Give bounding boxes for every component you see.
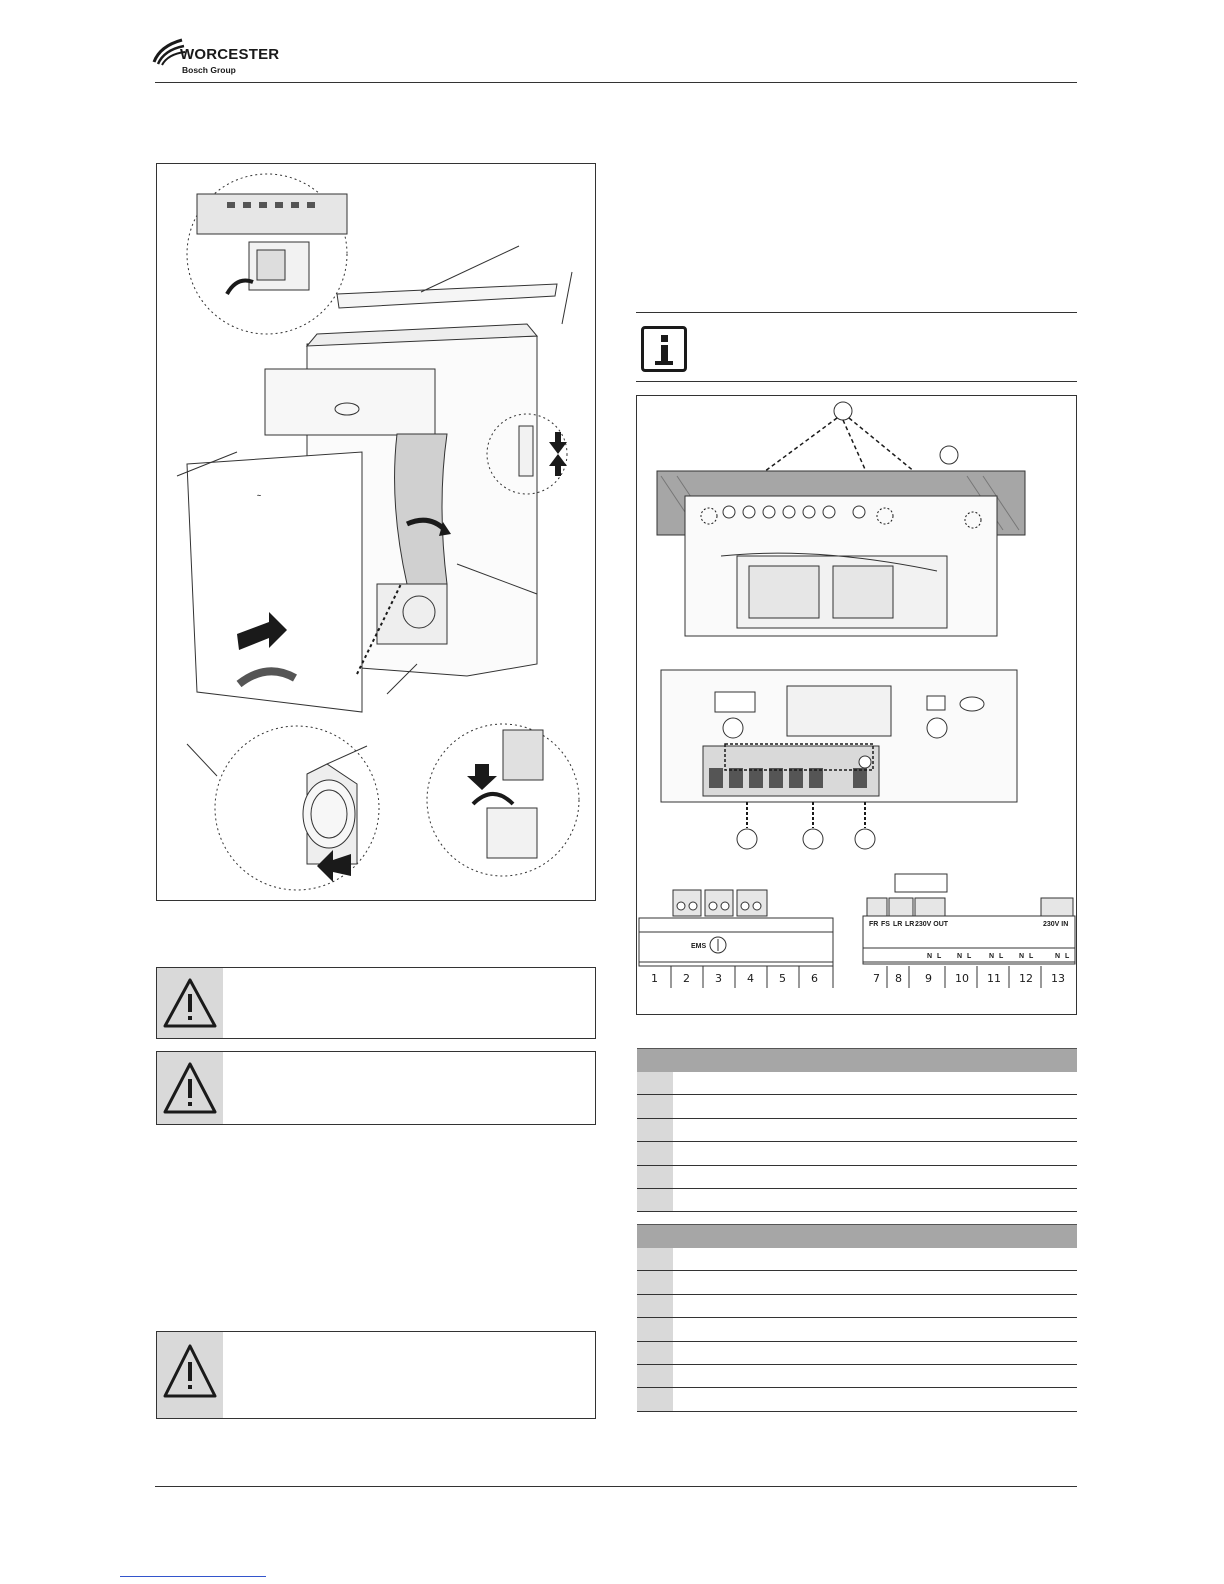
control-unit-terminal-figure (636, 395, 1077, 1015)
table-row (637, 1388, 1077, 1411)
warning-icon-cell (157, 968, 223, 1038)
warning-icon-cell (157, 1332, 223, 1418)
terminal-number: 12 (1019, 972, 1033, 985)
key-table-header (637, 1224, 1077, 1248)
warning-box (156, 967, 596, 1039)
callout-circle (737, 829, 757, 849)
terminal-label-n: N (989, 953, 995, 960)
left-terminal-strip (639, 890, 833, 966)
terminal-label-l: L (999, 953, 1004, 960)
table-row (637, 1365, 1077, 1388)
warning-box (156, 1331, 596, 1419)
table-row (637, 1271, 1077, 1294)
terminal-label-l: L (937, 953, 942, 960)
terminal-number: 13 (1051, 972, 1065, 985)
table-row (637, 1295, 1077, 1318)
table-row (637, 1119, 1077, 1142)
terminal-label-n: N (1055, 953, 1061, 960)
footer-rule (155, 1486, 1077, 1487)
warning-triangle-icon (157, 1052, 223, 1124)
terminal-number: 9 (925, 972, 932, 985)
terminal-label-230v-out: 230V OUT (915, 921, 949, 928)
terminal-number: 7 (873, 972, 880, 985)
terminal-number: 5 (779, 972, 786, 985)
terminal-label-lr: LR (893, 921, 903, 928)
warning-triangle-icon (157, 968, 223, 1038)
info-note-box (636, 312, 1077, 382)
terminal-number: 1 (651, 972, 658, 985)
table-row (637, 1189, 1077, 1212)
terminal-label-n: N (957, 953, 963, 960)
terminal-dividers (671, 966, 1041, 988)
callout-circle (834, 402, 852, 420)
table-row (637, 1342, 1077, 1365)
terminal-label-fs: FS (881, 921, 890, 928)
key-table-header (637, 1048, 1077, 1072)
terminal-numbers (651, 972, 1065, 985)
warning-triangle-icon (157, 1332, 223, 1418)
terminal-label-l: L (1065, 953, 1070, 960)
table-row (637, 1248, 1077, 1271)
table-row (637, 1318, 1077, 1341)
terminal-label-lr: LR (905, 921, 915, 928)
callout-circle (940, 446, 958, 464)
key-table (637, 1224, 1077, 1412)
brand-name: WORCESTER (180, 46, 280, 63)
boiler-dismantling-figure (156, 163, 596, 901)
info-icon (641, 326, 687, 372)
right-terminal-strip (863, 874, 1075, 964)
svg-text:~: ~ (257, 493, 262, 500)
callout-circle (803, 829, 823, 849)
terminal-label-l: L (1029, 953, 1034, 960)
header-rule (155, 82, 1077, 83)
warning-box (156, 1051, 596, 1125)
warning-icon-cell (157, 1052, 223, 1124)
terminal-number: 4 (747, 972, 754, 985)
terminal-label-ems: EMS (691, 943, 707, 950)
terminal-number: 6 (811, 972, 818, 985)
terminal-label-n: N (927, 953, 933, 960)
brand-subtitle: Bosch Group (182, 65, 236, 75)
terminal-label-230v-in: 230V IN (1043, 921, 1069, 928)
terminal-label-fr: FR (869, 921, 879, 928)
footer-link-underline[interactable] (120, 1576, 266, 1577)
terminal-number: 11 (987, 972, 1001, 985)
key-table (637, 1048, 1077, 1212)
table-row (637, 1072, 1077, 1095)
terminal-number: 10 (955, 972, 969, 985)
table-row (637, 1166, 1077, 1189)
table-row (637, 1142, 1077, 1165)
terminal-number: 3 (715, 972, 722, 985)
control-unit-illustration (637, 396, 1076, 1014)
terminal-label-n: N (1019, 953, 1025, 960)
dismantled-boiler-casing-illustration (157, 164, 595, 900)
terminal-number: 2 (683, 972, 690, 985)
callout-circle (855, 829, 875, 849)
terminal-label-l: L (967, 953, 972, 960)
worcester-logo (152, 36, 292, 80)
terminal-number: 8 (895, 972, 902, 985)
table-row (637, 1095, 1077, 1118)
